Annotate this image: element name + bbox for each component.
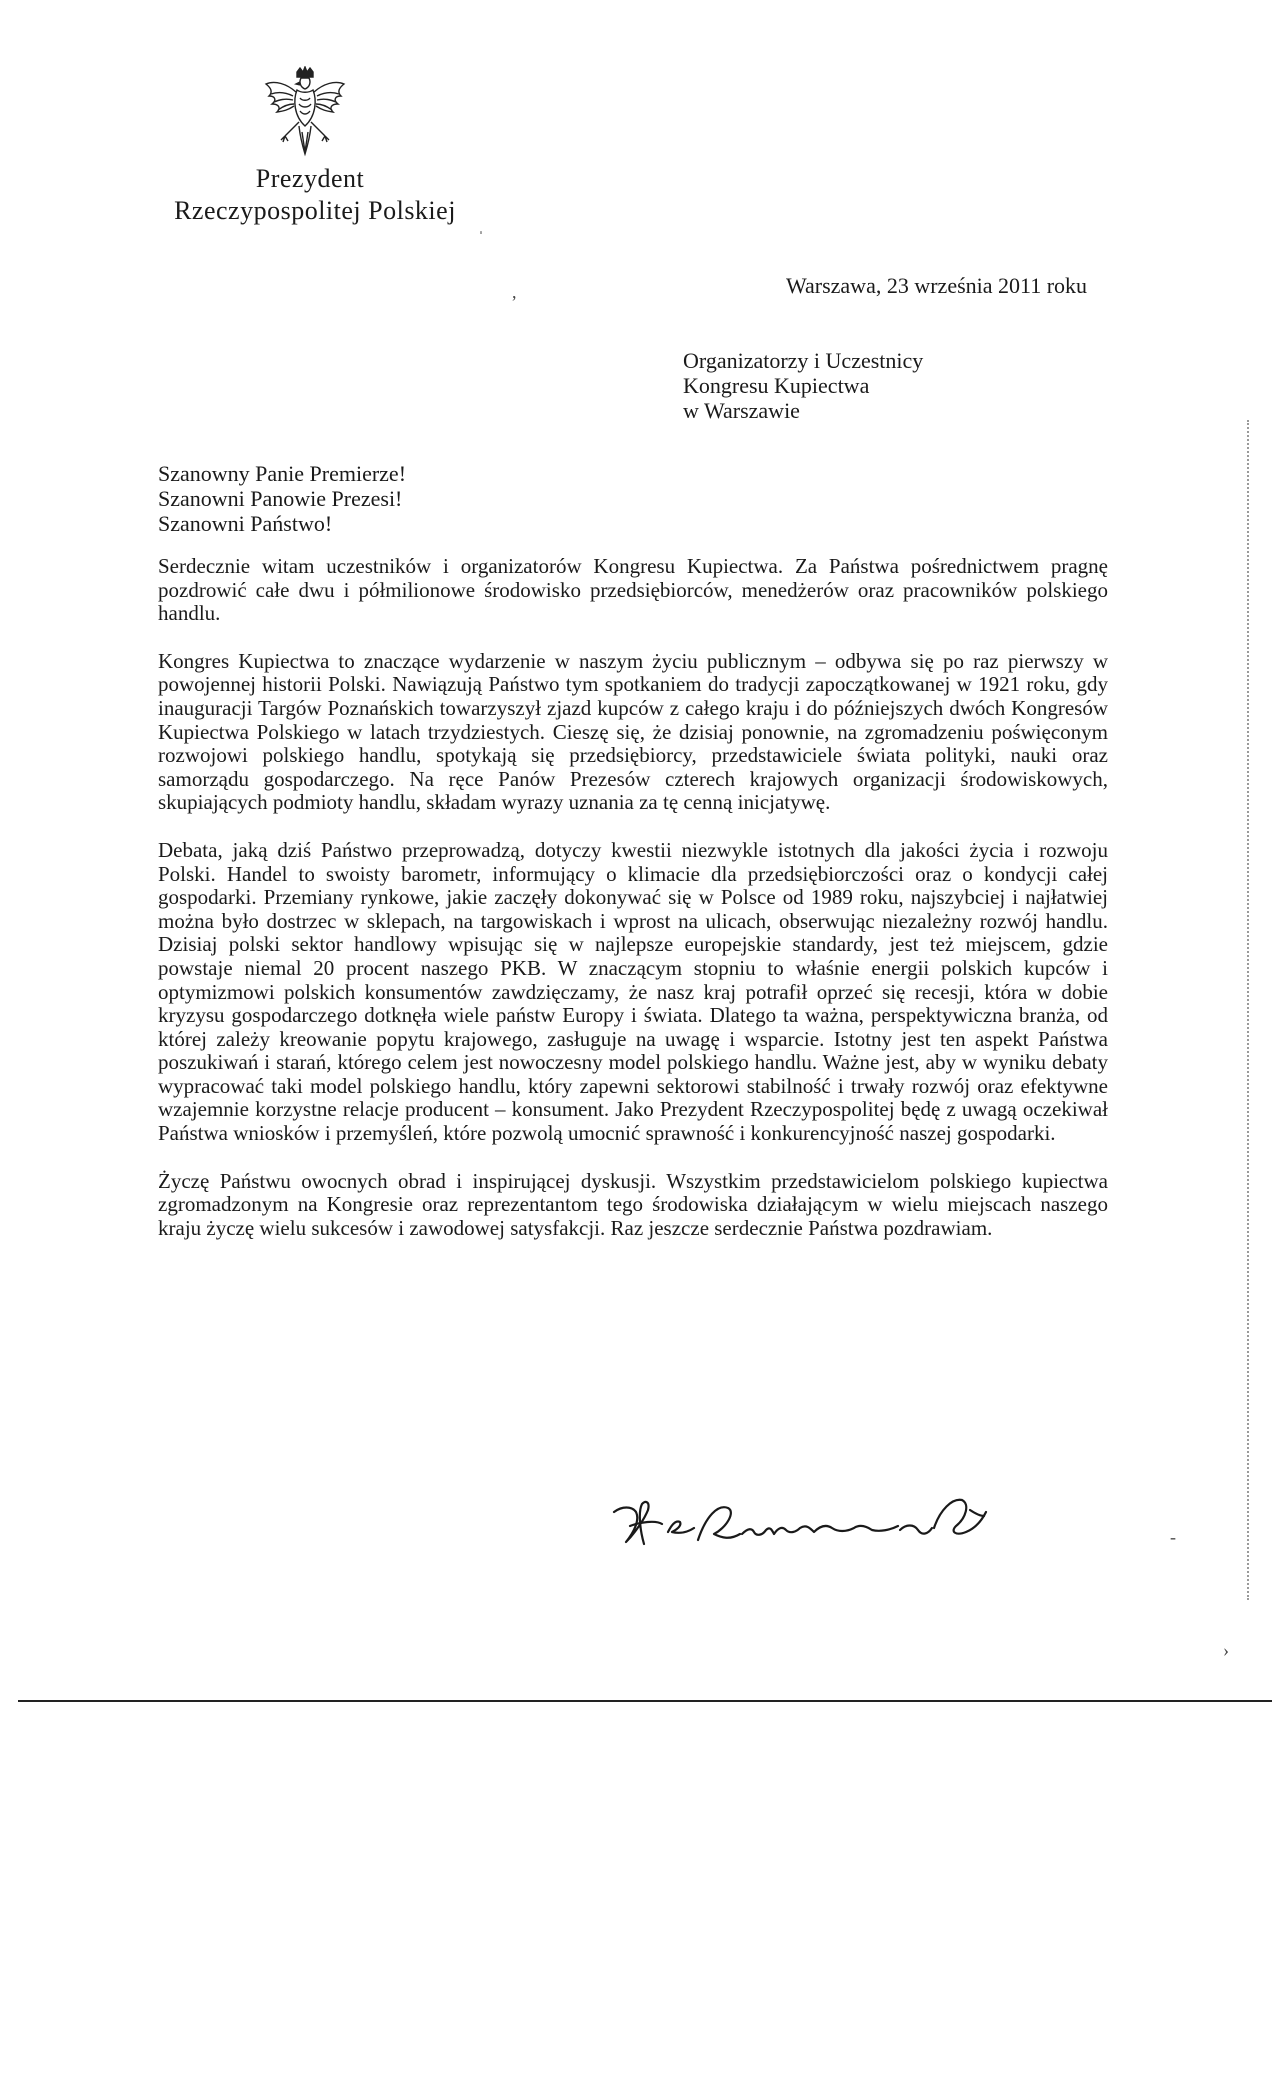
salutation-line: Szanowni Panowie Prezesi! [158,486,403,511]
scan-mark: › [1223,1640,1229,1660]
office-title: Prezydent [255,164,365,193]
letter-body [158,555,1108,1240]
body-paragraph: Serdecznie witam uczestników i organizatorów Kongresu Kupiectwa. Za Państwa pośrednictwem pragnę pozdrowić całe dwu i półmilionowe środowisko przedsiębiorców, menedżerów oraz pracowników polskiego handlu. [158,554,1108,626]
scan-mark: ˌ [478,214,484,234]
scan-mark: - [1170,1527,1176,1547]
salutation-line: Szanowny Panie Premierze! [158,461,407,486]
scan-edge-artifact [1247,420,1251,1600]
office-subtitle: Rzeczypospolitej Polskiej [174,196,456,225]
recipient-line: Kongresu Kupiectwa [683,373,870,398]
recipient-line: Organizatorzy i Uczestnicy [683,348,924,373]
scan-mark: , [512,282,517,302]
salutation-block [158,461,406,536]
recipient-block [683,348,923,423]
body-paragraph: Kongres Kupiectwa to znaczące wydarzenie w naszym życiu publicznym – odbywa się po raz pierwszy w powojennej historii Polski. Nawiązują Państwo tym spotkaniem do tradycji zapoczątkowanej w 1921 roku, gdy inauguracji Targów Poznańskich towarzyszył zjazd kupców z całego kraju i do późniejszych dwóch Kongresów Kupiectwa Polskiego w latach trzydziestych. Cieszę się, że dzisiaj ponownie, na zgromadzeniu poświęconym rozwojowi polskiego handlu, spotykają się przedsiębiorcy, przedstawiciele świata polityki, nauki oraz samorządu gospodarczego. Na ręce Panów Prezesów czterech krajowych organizacji środowiskowych, skupiających podmioty handlu, składam wyrazy uznania za tę cenną inicjatywę. [158,648,1108,815]
recipient-line: w Warszawie [683,398,800,423]
white-eagle-emblem-icon [263,66,347,158]
closing-paragraph: Życzę Państwu owocnych obrad i inspirującej dyskusji. Wszystkim przedstawicielom polskiego kupiectwa zgromadzonym na Kongresie oraz reprezentantom tego środowiska działającym w wielu miejscach naszego kraju życzę wielu sukcesów i zawodowej satysfakcji. Raz jeszcze serdecznie Państwa pozdrawiam. [158,1168,1108,1240]
date-line: Warszawa, 23 września 2011 roku [786,273,1088,298]
body-paragraph: Debata, jaką dziś Państwo przeprowadzą, dotyczy kwestii niezwykle istotnych dla jakości życia i rozwoju Polski. Handel to swoisty barometr, informujący o klimacie dla przedsiębiorczości oraz o kondycji całej gospodarki. Przemiany rynkowe, jakie zaczęły dokonywać się w Polsce od 1989 roku, najszybciej i najłatwiej można było dostrzec w sklepach, na targowiskach i wprost na ulicach, obserwując niezależny rozwój handlu. Dzisiaj polski sektor handlowy wpisując się w najlepsze europejskie standardy, jest też miejscem, gdzie powstaje niemal 20 procent naszego PKB. W znaczącym stopniu to właśnie energii polskich kupców i optymizmowi polskich konsumentów zawdzięczamy, że nasz kraj potrafił oprzeć się recesji, która w dobie kryzysu gospodarczego dotknęła wiele państw Europy i świata. Dlatego ta ważna, perspektywiczna branża, od której zależy kreowanie popytu krajowego, zasługuje na uwagę i wsparcie. Istotny jest ten aspekt Państwa poszukiwań i starań, którego celem jest nowoczesny model polskiego handlu. Ważne jest, aby w wyniku debaty wypracować taki model polskiego handlu, który zapewni sektorowi stabilność i trwały rozwój oraz efektywne wzajemnie korzystne relacje producent – konsument. Jako Prezydent Rzeczypospolitej będę z uwagą oczekiwał Państwa wniosków i przemyśleń, które pozwolą umocnić sprawność i konkurencyjność naszej gospodarki. [158,837,1108,1146]
handwritten-signature-icon [610,1470,1030,1580]
page-bottom-rule [18,1700,1272,1702]
salutation-line: Szanowni Państwo! [158,511,333,536]
